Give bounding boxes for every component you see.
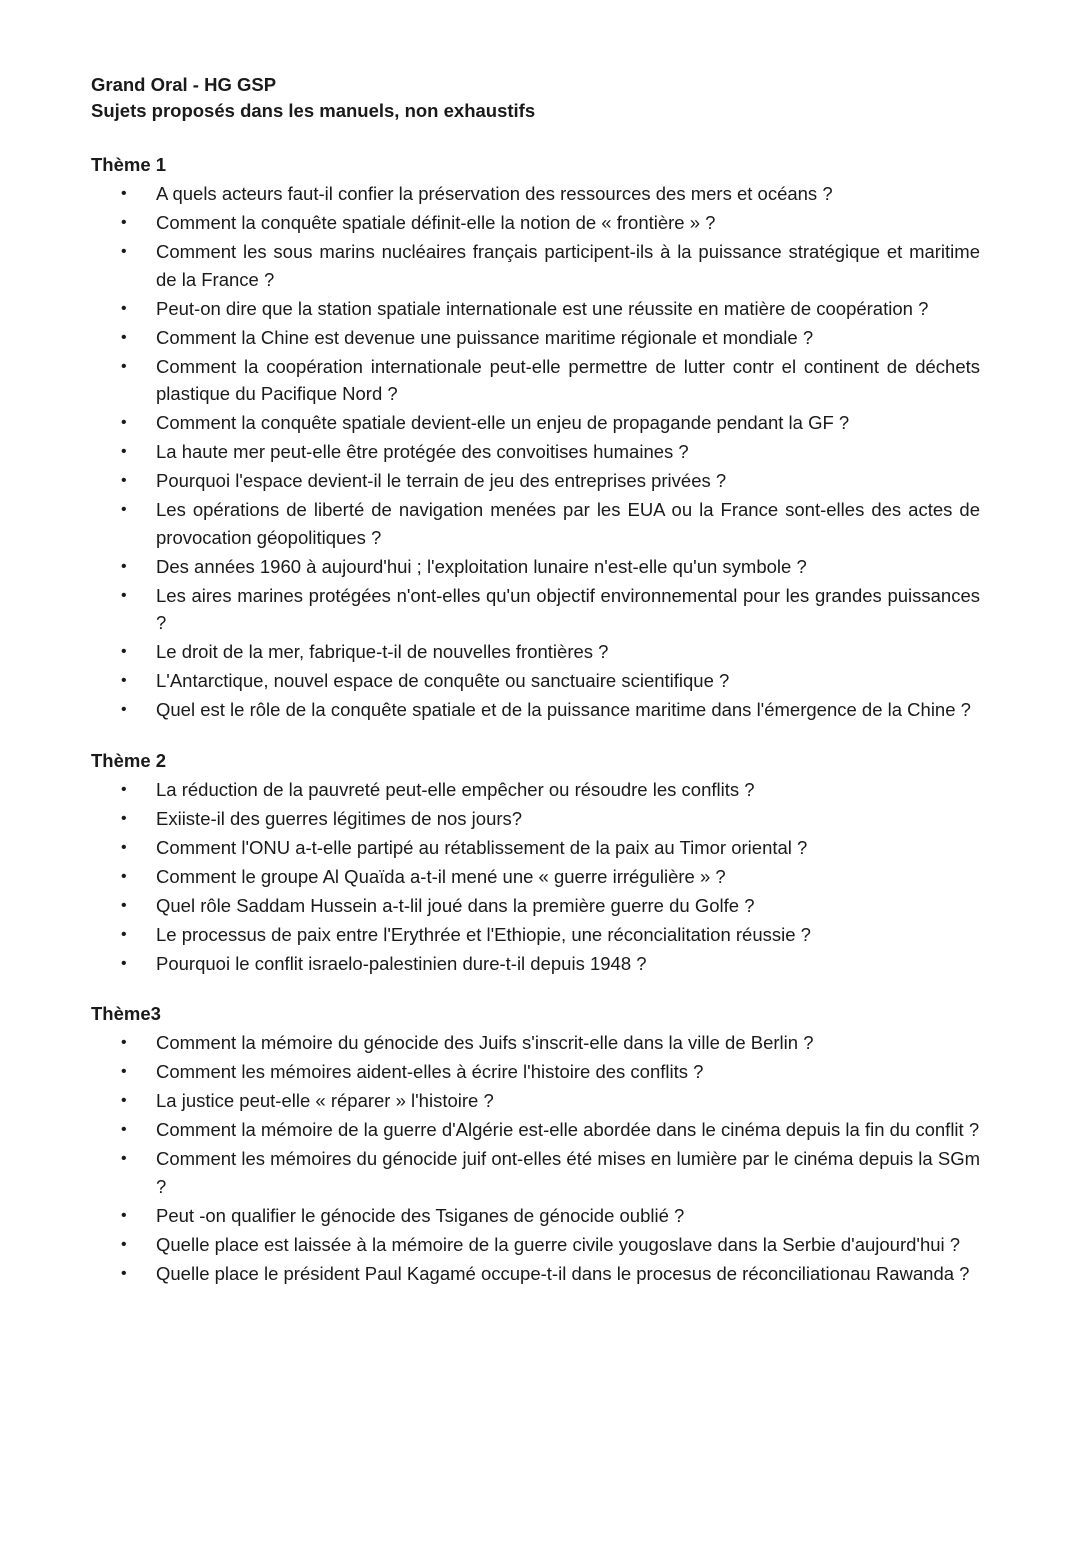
bullet-icon: • <box>121 214 127 231</box>
theme-section <box>91 152 980 724</box>
topic-text: Comment la coopération internationale peut-elle permettre de lutter contr el continent de déchets plastique du Pacifique Nord ? <box>156 355 980 404</box>
theme-heading: Thème 2 <box>91 749 167 771</box>
topic-text: Pourquoi le conflit israelo-palestinien dure-t-il depuis 1948 ? <box>156 952 647 974</box>
bullet-icon: • <box>121 1264 127 1282</box>
topic-item <box>91 1260 980 1288</box>
topic-text: Exiiste-il des guerres légitimes de nos jours? <box>156 807 523 829</box>
topic-text: La réduction de la pauvreté peut-elle empêcher ou résoudre les conflits ? <box>156 778 755 800</box>
topic-item <box>91 696 980 724</box>
topic-text: Comment la conquête spatiale définit-elle la notion de « frontière » ? <box>156 212 716 233</box>
topic-text: Comment les mémoires aident-elles à écrire l'histoire des conflits ? <box>156 1061 704 1082</box>
topic-text: Comment la conquête spatiale devient-elle un enjeu de propagande pendant la GF ? <box>156 412 850 433</box>
topic-item <box>91 238 980 293</box>
topic-list <box>91 180 980 724</box>
bullet-icon: • <box>121 672 127 689</box>
topic-item <box>91 1202 980 1230</box>
bullet-icon: • <box>121 1092 127 1109</box>
topic-item <box>91 438 980 466</box>
topic-item <box>91 805 980 833</box>
topic-item <box>91 863 980 891</box>
topic-item <box>91 776 980 804</box>
topic-item <box>91 950 980 978</box>
topic-text: Comment les sous marins nucléaires français participent-ils à la puissance stratégique et maritime de la France ? <box>156 241 980 290</box>
theme-section <box>91 1001 980 1287</box>
topic-list <box>91 776 980 978</box>
theme-heading: Thème 1 <box>91 154 167 175</box>
bullet-icon: • <box>121 557 127 575</box>
topic-item <box>91 892 980 920</box>
topic-item <box>91 1231 980 1259</box>
topic-item <box>91 1087 980 1115</box>
topic-text: Le droit de la mer, fabrique-t-il de nouvelles frontières ? <box>156 641 609 662</box>
topic-text: Comment la mémoire de la guerre d'Algérie est-elle abordée dans le cinéma depuis la fin du conflit ? <box>156 1119 980 1140</box>
bullet-icon: • <box>121 954 127 972</box>
bullet-icon: • <box>121 328 127 346</box>
topic-list <box>91 1029 980 1287</box>
bullet-icon: • <box>121 357 127 375</box>
theme-heading: Thème3 <box>91 1003 161 1024</box>
bullet-icon: • <box>121 1063 127 1080</box>
topic-text: La justice peut-elle « réparer » l'histoire ? <box>156 1090 494 1111</box>
topic-text: Les opérations de liberté de navigation menées par les EUA ou la France sont-elles des actes de provocation géopolitiques ? <box>156 499 980 548</box>
topic-text: Comment l'ONU a-t-elle partipé au rétablissement de la paix au Timor oriental ? <box>156 836 808 858</box>
bullet-icon: • <box>121 838 127 856</box>
topic-text: Des années 1960 à aujourd'hui ; l'exploitation lunaire n'est-elle qu'un symbole ? <box>156 555 807 577</box>
topic-item <box>91 467 980 495</box>
bullet-icon: • <box>121 643 127 660</box>
topic-item <box>91 582 980 637</box>
topic-item <box>91 496 980 551</box>
topic-text: Comment la mémoire du génocide des Juifs s'inscrit-elle dans la ville de Berlin ? <box>156 1032 814 1053</box>
bullet-icon: • <box>121 299 127 317</box>
topic-text: Quel rôle Saddam Hussein a-t-lil joué dans la première guerre du Golfe ? <box>156 894 755 916</box>
topic-item <box>91 834 980 862</box>
topic-item <box>91 295 980 323</box>
topic-text: Pourquoi l'espace devient-il le terrain de jeu des entreprises privées ? <box>156 470 727 491</box>
bullet-icon: • <box>121 243 127 260</box>
bullet-icon: • <box>121 809 127 827</box>
bullet-icon: • <box>121 1121 127 1138</box>
topic-item <box>91 209 980 237</box>
themes-container <box>91 152 980 1287</box>
topic-text: Le processus de paix entre l'Erythrée et l'Ethiopie, une réconcialitation réussie ? <box>156 923 811 945</box>
document-title: Grand Oral - HG GSP <box>91 74 277 95</box>
topic-item <box>91 921 980 949</box>
bullet-icon: • <box>121 701 127 718</box>
topic-text: Quelle place est laissée à la mémoire de la guerre civile yougoslave dans la Serbie d'aujourd'hui ? <box>156 1233 961 1255</box>
bullet-icon: • <box>121 1235 127 1253</box>
topic-item <box>91 409 980 437</box>
bullet-icon: • <box>121 1206 127 1224</box>
topic-item <box>91 353 980 408</box>
theme-section <box>91 748 980 978</box>
topic-text: Comment le groupe Al Quaïda a-t-il mené une « guerre irrégulière » ? <box>156 865 726 887</box>
topic-item <box>91 180 980 208</box>
topic-text: Comment la Chine est devenue une puissance maritime régionale et mondiale ? <box>156 326 814 348</box>
bullet-icon: • <box>121 780 127 798</box>
bullet-icon: • <box>121 1150 127 1167</box>
topic-text: Peut -on qualifier le génocide des Tsiganes de génocide oublié ? <box>156 1204 685 1226</box>
bullet-icon: • <box>121 867 127 885</box>
topic-item <box>91 638 980 666</box>
topic-text: La haute mer peut-elle être protégée des convoitises humaines ? <box>156 441 689 462</box>
topic-item <box>91 553 980 581</box>
topic-text: Les aires marines protégées n'ont-elles qu'un objectif environnemental pour les grandes puissances ? <box>156 584 980 633</box>
bullet-icon: • <box>121 896 127 914</box>
topic-item <box>91 1116 980 1144</box>
bullet-icon: • <box>121 472 127 489</box>
bullet-icon: • <box>121 1034 127 1051</box>
bullet-icon: • <box>121 185 127 202</box>
bullet-icon: • <box>121 925 127 943</box>
topic-text: L'Antarctique, nouvel espace de conquête ou sanctuaire scientifique ? <box>156 670 730 691</box>
topic-item <box>91 1058 980 1086</box>
topic-text: Comment les mémoires du génocide juif ont-elles été mises en lumière par le cinéma depuis la SGm ? <box>156 1148 980 1197</box>
topic-item <box>91 324 980 352</box>
topic-item <box>91 1029 980 1057</box>
topic-text: Quelle place le président Paul Kagamé occupe-t-il dans le procesus de réconciliationau Rawanda ? <box>156 1262 970 1284</box>
bullet-icon: • <box>121 501 127 518</box>
topic-text: A quels acteurs faut-il confier la préservation des ressources des mers et océans ? <box>156 183 833 204</box>
bullet-icon: • <box>121 443 127 460</box>
bullet-icon: • <box>121 414 127 431</box>
topic-text: Peut-on dire que la station spatiale internationale est une réussite en matière de coopération ? <box>156 297 929 319</box>
bullet-icon: • <box>121 586 127 604</box>
topic-item <box>91 1145 980 1200</box>
topic-text: Quel est le rôle de la conquête spatiale et de la puissance maritime dans l'émergence de la Chine ? <box>156 699 971 720</box>
topic-item <box>91 667 980 695</box>
document-subtitle: Sujets proposés dans les manuels, non exhaustifs <box>91 100 536 121</box>
